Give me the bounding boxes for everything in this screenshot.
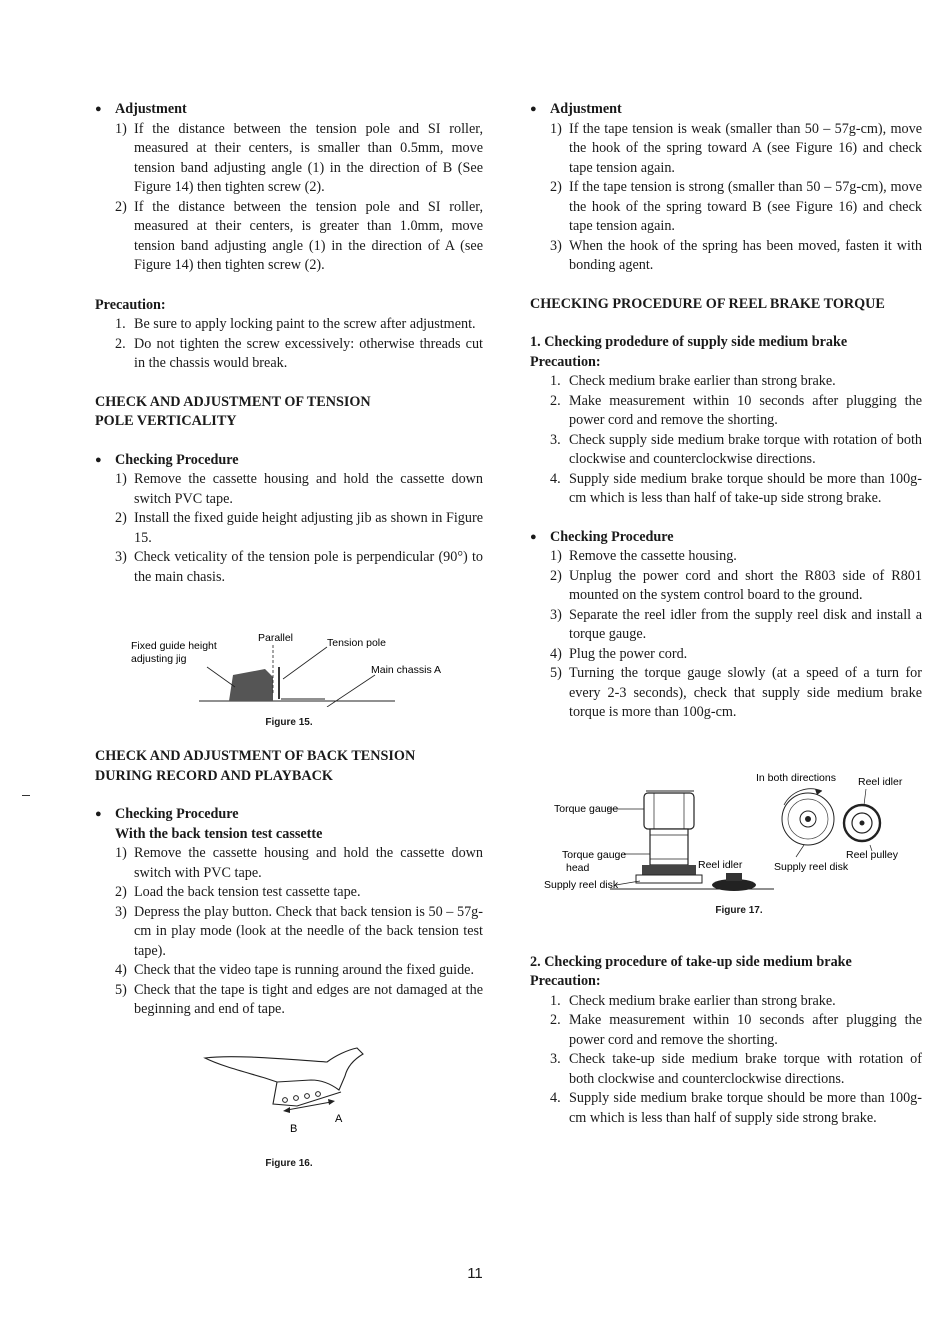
list-item: 1) Remove the cassette housing. [550,548,737,564]
adjustment-heading: ● Adjustment [95,100,483,120]
subsection-heading: 1. Checking prodedure of supply side medium brake [530,334,848,350]
takeup-precaution-steps [530,992,922,1129]
adjustment-steps [530,120,922,276]
figure-16 [95,1020,483,1170]
precaution-heading: Precaution: [530,353,601,370]
list-item: 3) Check veticality of the tension pole is perpendicular (90°) to the main chasis. [115,549,483,585]
svg-text:Supply reel disk: Supply reel disk [544,878,619,891]
svg-text:Main chassis A: Main chassis A [371,664,442,676]
list-item: 3. Check take-up side medium brake torque with rotation of both clockwise and counterclockwise directions. [550,1051,922,1087]
svg-text:Torque gauge: Torque gauge [562,848,627,861]
svg-text:B: B [290,1122,298,1135]
list-item: 2) If the tape tension is strong (smaller than 50 – 57g-cm), move the hook of the spring toward B (see Figure 16) and check tape tension again. [550,179,922,234]
supply-precaution-steps [530,372,922,509]
list-item: 5) Turning the torque gauge slowly (at a speed of a turn for every 2-3 seconds), check that supply side medium brake torque is more than 100g-cm. [550,665,922,720]
figure-15 [95,587,483,737]
page-number: 11 [467,1265,483,1282]
checking-procedure-steps [95,470,483,587]
svg-text:A: A [335,1112,343,1125]
list-item: 4) Plug the power cord. [550,645,688,662]
list-item: 2. Do not tighten the screw excessively: otherwise threads cut in the chassis would break. [115,335,483,371]
svg-text:Reel idler: Reel idler [698,858,743,871]
list-item: 1) Remove the cassette housing and hold the cassette down switch PVC tape. [115,471,483,507]
list-item: 1. Check medium brake earlier than strong brake. [550,373,836,389]
list-item: 4) Check that the video tape is running around the fixed guide. [115,962,475,978]
adjustment-steps [95,120,483,276]
svg-text:Fixed guide height: Fixed guide height [131,640,217,652]
list-item: 1. Check medium brake earlier than strong brake. [550,992,836,1009]
checking-procedure-steps [530,547,922,723]
tension-pole-diagram [95,587,483,707]
list-item: 5) Check that the tape is tight and edges are not damaged at the beginning and end of tape. [115,981,483,1017]
list-item: 3) Depress the play button. Check that back tension is 50 – 57g-cm in play mode (look at the needle of the back tension test tape). [115,903,483,959]
precaution-heading: Precaution: [95,296,166,313]
left-column [95,100,483,1170]
figure-caption: Figure 17. [715,904,763,916]
svg-text:Tension pole: Tension pole [327,637,386,649]
list-item: 3) Separate the reel idler from the supply reel disk and install a torque gauge. [550,606,922,642]
checking-procedure-heading: ● Checking Procedure [95,451,483,471]
list-item: 3. Check supply side medium brake torque with rotation of both clockwise and counterclockwise directions. [550,431,922,467]
list-item: 4. Supply side medium brake torque should be more than 100g-cm which is less than half of supply side strong brake. [550,1090,922,1126]
list-item: 2) If the distance between the tension pole and SI roller, measured at their centers, is greater than 1.0mm, move tension band adjusting angle (1) in the direction of A (see Figure 14) then tighten screw (2). [115,198,483,273]
list-item: 1) If the tape tension is weak (smaller than 50 – 57g-cm), move the hook of the spring toward A (see Figure 16) and check tape tension again. [550,120,922,176]
svg-text:Torque gauge: Torque gauge [554,802,619,815]
figure-caption: Figure 15. [265,717,313,728]
list-item: 2. Make measurement within 10 seconds after plugging the power cord and remove the shorting. [550,392,922,428]
torque-gauge-diagram [530,723,922,919]
figure-caption: Figure 16. [265,1157,313,1169]
section-heading: CHECK AND ADJUSTMENT OF TENSION POLE VERTICALITY [95,393,371,429]
subsection-heading: 2. Checking procedure of take-up side medium brake [530,953,852,970]
checking-procedure-heading: ● Checking Procedure [530,528,922,548]
margin-mark [22,795,30,796]
svg-text:adjusting jig: adjusting jig [131,653,187,665]
figure-17 [530,723,922,953]
list-item: 2. Make measurement within 10 seconds after plugging the power cord and remove the shorting. [550,1012,922,1048]
svg-text:In both directions: In both directions [756,771,836,784]
list-item: 2) Unplug the power cord and short the R803 side of R801 mounted on the system control board to the ground. [550,567,922,603]
section-heading: CHECK AND ADJUSTMENT OF BACK TENSION DURING RECORD AND PLAYBACK [95,748,416,784]
right-column [530,100,922,1128]
list-item: 4. Supply side medium brake torque should be more than 100g-cm which is less than half of take-up side strong brake. [550,470,922,506]
svg-text:Reel pulley: Reel pulley [846,848,898,861]
adjustment-heading: ● Adjustment [530,100,922,120]
list-item: 3) When the hook of the spring has been moved, fasten it with bonding agent. [550,237,922,273]
svg-text:Parallel: Parallel [258,632,294,644]
list-item: 1) If the distance between the tension pole and SI roller, measured at their centers, is smaller than 0.5mm, move tension band adjusting angle (1) in the direction of B (See Figure 14) then tighten screw (2). [115,120,483,195]
procedure-subheading: With the back tension test cassette [115,825,323,842]
back-tension-steps [95,844,483,1020]
list-item: 2) Install the fixed guide height adjusting jib as shown in Figure 15. [115,510,483,546]
precaution-heading: Precaution: [530,973,601,989]
svg-text:Reel idler: Reel idler [858,775,903,788]
svg-text:Supply reel disk: Supply reel disk [774,860,849,873]
svg-text:head: head [566,861,590,874]
list-item: 1. Be sure to apply locking paint to the screw after adjustment. [115,316,476,332]
spring-hook-diagram [95,1020,483,1148]
precaution-steps [95,315,483,374]
list-item: 1) Remove the cassette housing and hold the cassette down switch with PVC tape. [115,845,483,881]
checking-procedure-heading: ● Checking Procedure [95,805,483,825]
section-heading: CHECKING PROCEDURE OF REEL BRAKE TORQUE [530,295,885,312]
list-item: 2) Load the back tension test cassette tape. [115,884,361,900]
